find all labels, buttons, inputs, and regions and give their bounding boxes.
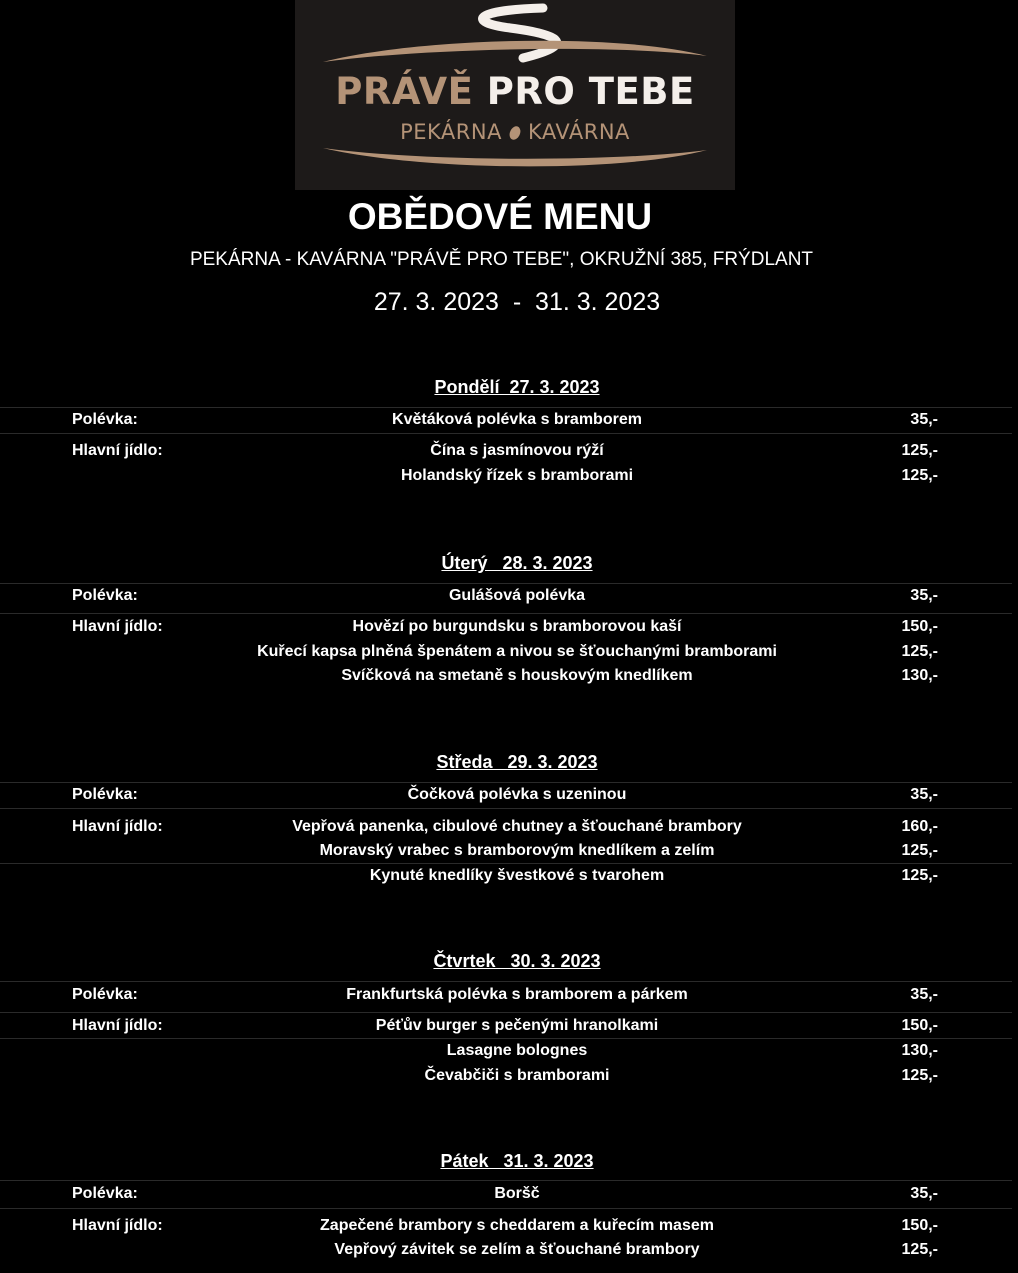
main-label: Hlavní jídlo: [72,1217,163,1234]
main-row [0,667,1018,689]
main-row [0,818,1018,840]
row-divider [0,981,1012,982]
main-price: 125,- [901,867,938,884]
main-price: 125,- [901,643,938,660]
soup-price: 35,- [910,786,938,803]
main-price: 130,- [901,667,938,684]
main-name: Lasagne bolognes [446,1042,588,1059]
steam-icon [483,8,557,58]
main-row [0,1017,1018,1039]
row-divider [0,1180,1012,1181]
main-label: Hlavní jídlo: [72,1017,163,1034]
main-price: 160,- [901,818,938,835]
day-heading: Pondělí 27. 3. 2023 [434,377,600,397]
row-divider [0,1038,1012,1039]
row-divider [0,433,1012,434]
main-row [0,867,1018,889]
main-price: 150,- [901,618,938,635]
main-name: Vepřová panenka, cibulové chutney a šťouchané brambory [292,818,742,835]
main-name: Čevabčiči s bramborami [424,1067,610,1084]
main-name: Holandský řízek s bramborami [400,467,634,484]
row-divider [0,782,1012,783]
main-label: Hlavní jídlo: [72,818,163,835]
main-row [0,442,1018,464]
address-subtitle: PEKÁRNA - KAVÁRNA "PRÁVĚ PRO TEBE", OKRUŽNÍ 385, FRÝDLANT [189,249,814,270]
main-row [0,1241,1018,1263]
logo [295,0,735,190]
soup-price: 35,- [910,986,938,1003]
day-heading: Středa 29. 3. 2023 [436,752,598,772]
soup-row [0,587,1018,609]
coffee-bean-icon [507,125,522,142]
row-divider [0,613,1012,614]
main-row [0,1067,1018,1089]
soup-price: 35,- [910,411,938,428]
soup-label: Polévka: [72,786,138,803]
soup-name: Boršč [494,1185,540,1202]
main-name: Kynuté knedlíky švestkové s tvarohem [369,867,665,884]
main-price: 125,- [901,442,938,459]
main-name: Čína s jasmínovou rýží [430,442,604,459]
main-price: 125,- [901,1067,938,1084]
main-name: Zapečené brambory s cheddarem a kuřecím masem [320,1217,714,1234]
main-price: 125,- [901,1241,938,1258]
main-row [0,842,1018,864]
logo-name-part1: PRÁVĚ [335,70,474,113]
main-row [0,618,1018,640]
row-divider [0,863,1012,864]
soup-name: Frankfurtská polévka s bramborem a párkem [346,986,688,1003]
soup-name: Čočková polévka s uzeninou [407,786,627,803]
soup-name: Gulášová polévka [448,587,586,604]
soup-label: Polévka: [72,1185,138,1202]
row-divider [0,583,1012,584]
soup-label: Polévka: [72,986,138,1003]
main-label: Hlavní jídlo: [72,442,163,459]
main-name: Péťův burger s pečenými hranolkami [375,1017,659,1034]
logo-subtitle [295,120,735,144]
soup-label: Polévka: [72,411,138,428]
main-row [0,1042,1018,1064]
logo-sub-right: KAVÁRNA [527,120,630,144]
soup-price: 35,- [910,1185,938,1202]
main-price: 150,- [901,1217,938,1234]
main-label: Hlavní jídlo: [72,618,163,635]
main-name: Svíčková na smetaně s houskovým knedlíkem [341,667,693,684]
day-heading: Pátek 31. 3. 2023 [440,1151,594,1171]
day-heading: Úterý 28. 3. 2023 [441,553,593,573]
main-price: 150,- [901,1017,938,1034]
main-row [0,467,1018,489]
day-heading: Čtvrtek 30. 3. 2023 [433,951,601,971]
soup-price: 35,- [910,587,938,604]
row-divider [0,808,1012,809]
soup-row [0,1185,1018,1207]
main-price: 125,- [901,467,938,484]
logo-sub-left: PEKÁRNA [400,120,502,144]
bottom-arc [323,148,707,166]
soup-name: Květáková polévka s bramborem [392,411,642,428]
row-divider [0,1208,1012,1209]
main-price: 130,- [901,1042,938,1059]
main-row [0,643,1018,665]
date-range: 27. 3. 2023 - 31. 3. 2023 [373,288,661,316]
main-row [0,1217,1018,1239]
row-divider [0,407,1012,408]
soup-row [0,986,1018,1008]
top-arc [323,41,707,62]
main-name: Moravský vrabec s bramborovým knedlíkem a zelím [319,842,715,859]
logo-name-part2: PRO TEBE [486,70,695,113]
main-name: Kuřecí kapsa plněná špenátem a nivou se šťouchanými bramborami [257,643,777,660]
main-name: Vepřový závitek se zelím a šťouchané brambory [334,1241,700,1258]
soup-label: Polévka: [72,587,138,604]
logo-name [295,70,735,113]
page-title: OBĚDOVÉ MENU [347,196,653,237]
main-price: 125,- [901,842,938,859]
row-divider [0,1012,1012,1013]
soup-row [0,786,1018,808]
soup-row [0,411,1018,433]
main-name: Hovězí po burgundsku s bramborovou kaší [352,618,682,635]
